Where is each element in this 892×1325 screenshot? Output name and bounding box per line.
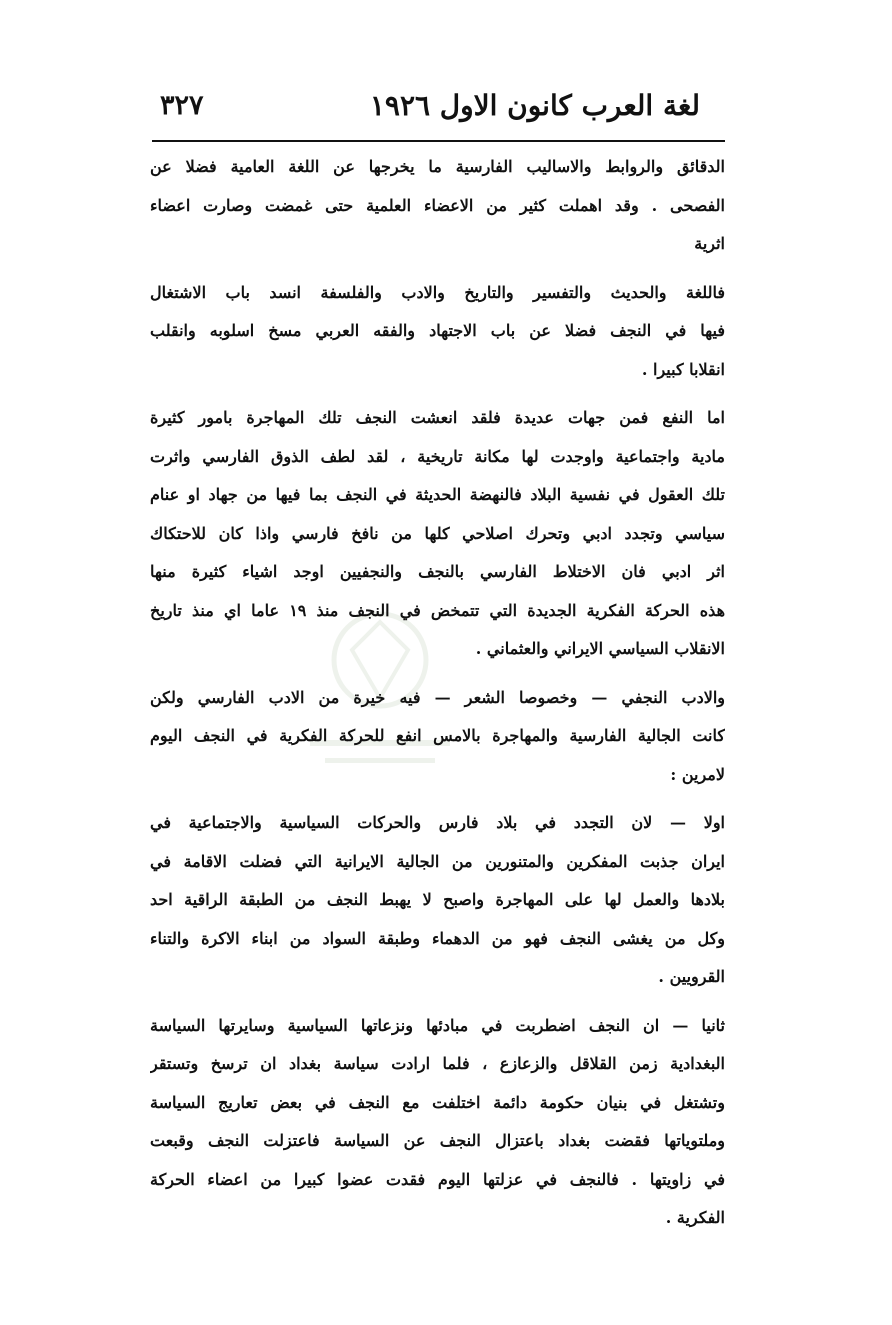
text-line: ثانيا — ان النجف اضطربت في مبادئها ونزعاتها السياسية وسايرتها السياسة xyxy=(150,1015,725,1035)
text-line: والادب النجفي — وخصوصا الشعر — فيه خيرة من الادب الفارسي ولكن xyxy=(150,687,725,707)
paragraph xyxy=(150,1007,725,1238)
paragraph xyxy=(150,274,725,390)
text-line: مادية واجتماعية واوجدت لها مكانة تاريخية ، لقد لطف الذوق الفارسي واثرت xyxy=(150,446,725,466)
text-line: وكل من يغشى النجف فهو من الدهماء وطبقة السواد من ابناء الاكرة والتناء xyxy=(150,928,725,948)
paragraph xyxy=(150,148,725,264)
text-line: وملتوياتها فقضت بغداد باعتزال النجف عن السياسة فاعتزلت النجف وقبعت xyxy=(150,1131,725,1150)
text-line: الفكرية . xyxy=(665,1208,725,1227)
text-line: الدقائق والروابط والاساليب الفارسية ما يخرجها عن اللغة العامية فضلا عن xyxy=(150,157,725,176)
text-line: سياسي وتجدد ادبي وتحرك اصلاحي كلها من نافخ فارسي واذا كان للاحتكاك xyxy=(150,523,725,543)
paragraph xyxy=(150,804,725,997)
text-line: فيها في النجف فضلا عن باب الاجتهاد والفقه العربي مسخ اسلوبه وانقلب xyxy=(150,321,725,340)
text-line: فاللغة والحديث والتفسير والتاريخ والادب والفلسفة انسد باب الاشتغال xyxy=(150,282,725,302)
text-line: تلك العقول في نفسية البلاد فالنهضة الحديثة في النجف بما فيها من جهاد او عنام xyxy=(150,485,725,504)
text-line: الفصحى . وقد اهملت كثير من الاعضاء العلمية حتى غمضت وصارت اعضاء xyxy=(150,195,725,215)
text-line: في زاويتها . فالنجف في عزلتها اليوم فقدت عضوا كبيرا من اعضاء الحركة xyxy=(150,1169,725,1189)
text-line: لامرين : xyxy=(670,764,725,784)
text-line: اولا — لان التجدد في بلاد فارس والحركات السياسية والاجتماعية في xyxy=(150,813,725,832)
text-line: بلادها والعمل لها على المهاجرة واصبح لا يهبط النجف من الطبقة الراقية احد xyxy=(150,890,725,909)
text-line: انقلابا كبيرا . xyxy=(641,359,725,379)
text-line: اثرية xyxy=(694,234,725,253)
text-line: ايران جذبت المفكرين والمتنورين من الجالية الايرانية التي فضلت الاقامة في xyxy=(150,851,725,871)
text-line: هذه الحركة الفكرية الجديدة التي تتمخض في النجف منذ ١٩ عاما اي منذ تاريخ xyxy=(150,600,725,620)
text-line: اما النفع فمن جهات عديدة فلقد انعشت النجف تلك المهاجرة بامور كثيرة xyxy=(150,408,725,427)
text-line: وتشتغل في بنيان حكومة دائمة اختلفت مع النجف في بعض تعاريج السياسة xyxy=(150,1092,725,1112)
body-text xyxy=(150,148,725,1238)
header-rule xyxy=(152,140,725,142)
running-header xyxy=(160,78,700,134)
paragraph xyxy=(150,679,725,795)
text-line: كانت الجالية الفارسية والمهاجرة بالامس انفع للحركة الفكرية في النجف اليوم xyxy=(150,726,725,745)
text-line: الانقلاب السياسي الايراني والعثماني . xyxy=(475,639,725,658)
text-line: القرويين . xyxy=(658,967,725,986)
text-line: اثر ادبي فان الاختلاط الفارسي بالنجف والنجفيين اوجد اشياء كثيرة منها xyxy=(150,562,725,581)
paragraph xyxy=(150,399,725,669)
text-line: البغدادية زمن القلاقل والزعازع ، فلما ارادت سياسة بغداد ان ترسخ وتستقر xyxy=(150,1054,725,1073)
journal-title: لغة العرب كانون الاول ١٩٢٦ xyxy=(369,89,700,122)
page-number: ٣٢٧ xyxy=(160,90,204,121)
